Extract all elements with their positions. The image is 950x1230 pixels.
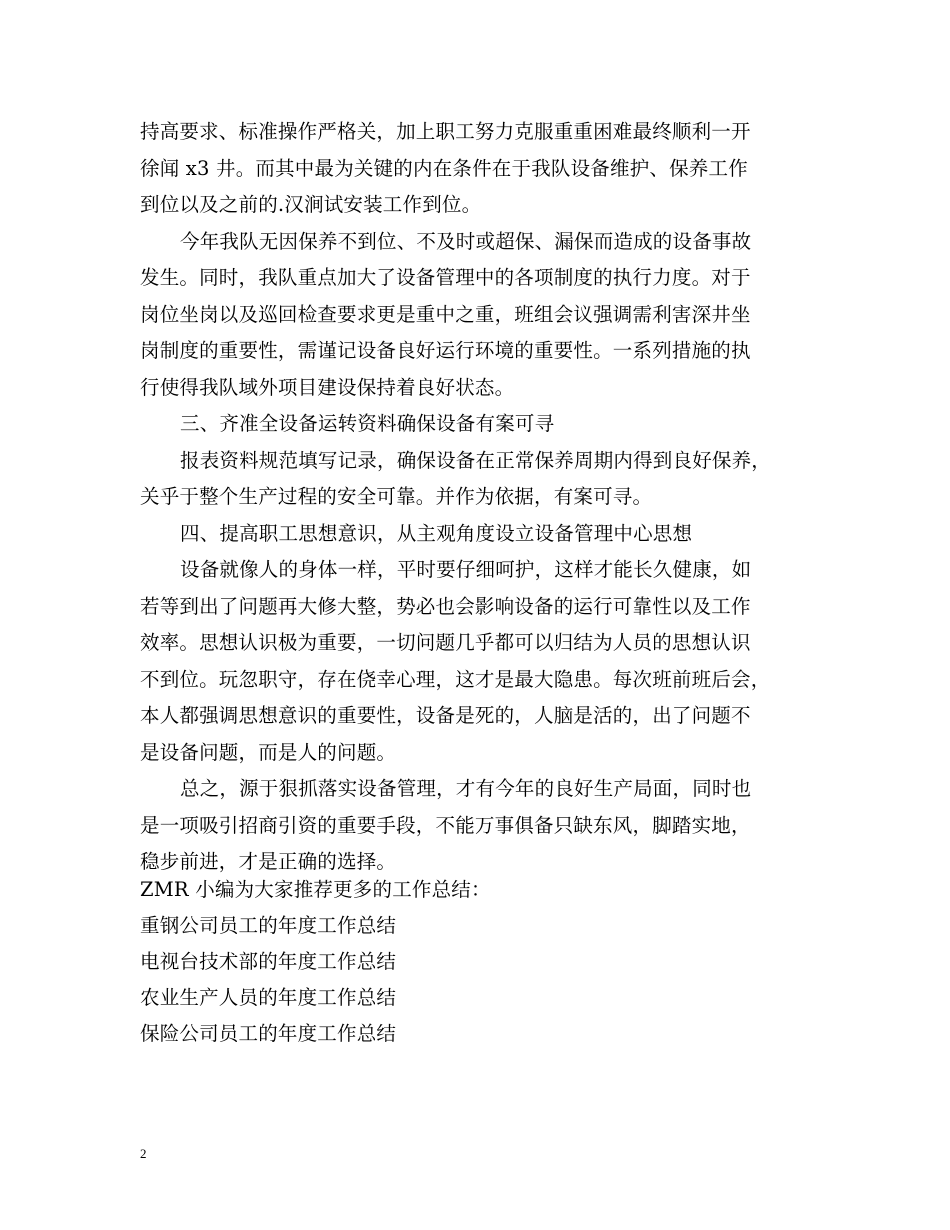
- recommend-link[interactable]: 保险公司员工的年度工作总结: [140, 1022, 397, 1045]
- paragraph-line: 是设备问题，而是人的问题。: [140, 740, 397, 764]
- recommend-link[interactable]: 重钢公司员工的年度工作总结: [140, 914, 397, 937]
- paragraph-line: 徐闻 x3 井。而其中最为关键的内在条件在于我队设备维护、保养工作: [140, 156, 748, 180]
- paragraph-line: 持高要求、标准操作严格关，加上职工努力克服重重困难最终顺利一开: [140, 120, 751, 143]
- body-text: [140, 114, 830, 881]
- paragraph-line: 今年我队无因保养不到位、不及时或超保、漏保而造成的设备事故: [180, 229, 752, 253]
- paragraph-line: 岗制度的重要性，需谨记设备良好运行环境的重要性。一系列措施的执: [140, 339, 751, 362]
- paragraph-line: 报表资料规范填写记录，确保设备在正常保养周期内得到良好保养，: [180, 448, 772, 472]
- paragraph-line: 行使得我队域外项目建设保持着良好状态。: [140, 375, 515, 399]
- section-heading: 四、提高职工思想意识，从主观角度设立设备管理中心思想: [180, 521, 693, 545]
- paragraph-line: 关乎于整个生产过程的安全可靠。并作为依据，有案可寻。: [140, 485, 653, 508]
- paragraph-line: 总之，源于狠抓落实设备管理，才有今年的良好生产局面，同时也: [180, 777, 752, 800]
- recommend-list: [140, 872, 830, 1052]
- paragraph-line: 稳步前进，才是正确的选择。: [140, 850, 397, 873]
- paragraph-line: 若等到出了问题再大修大整，势必也会影响设备的运行可靠性以及工作: [140, 594, 751, 618]
- recommend-intro: ZMR 小编为大家推荐更多的工作总结：: [140, 878, 491, 901]
- paragraph-line: 发生。同时，我队重点加大了设备管理中的各项制度的执行力度。对于: [140, 266, 751, 289]
- recommend-link[interactable]: 电视台技术部的年度工作总结: [140, 950, 397, 973]
- paragraph-line: 本人都强调思想意识的重要性，设备是死的，人脑是活的，出了问题不: [140, 704, 751, 727]
- paragraph-line: 是一项吸引招商引资的重要手段，不能万事俱备只缺东风，脚踏实地，: [140, 813, 751, 837]
- section-heading: 三、齐准全设备运转资料确保设备有案可寻: [180, 412, 555, 435]
- paragraph-line: 设备就像人的身体一样，平时要仔细呵护，这样才能长久健康，如: [180, 558, 752, 581]
- recommend-link[interactable]: 农业生产人员的年度工作总结: [140, 986, 397, 1009]
- paragraph-line: 岗位坐岗以及巡回检查要求更是重中之重，班组会议强调需利害深井坐: [140, 302, 751, 326]
- paragraph-line: 效率。思想认识极为重要，一切问题几乎都可以归结为人员的思想认识: [140, 631, 751, 654]
- paragraph-line: 到位以及之前的.汉涧试安装工作到位。: [140, 193, 482, 216]
- page-number: 2: [140, 1146, 147, 1161]
- paragraph-line: 不到位。玩忽职守，存在侥幸心理，这才是最大隐患。每次班前班后会，: [140, 667, 771, 691]
